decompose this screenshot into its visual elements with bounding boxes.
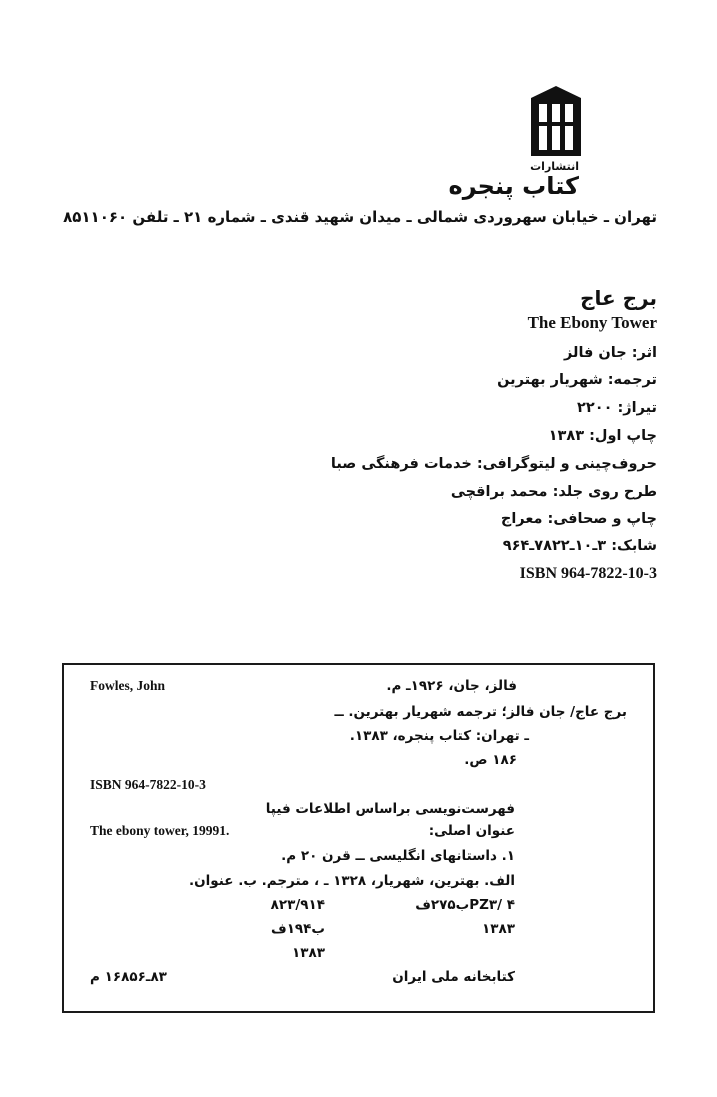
- cover-design-line: طرح روی جلد: محمد براقچی: [450, 484, 657, 500]
- card-subject: ۱. داستانهای انگلیسی ــ قرن ۲۰ م.: [281, 848, 515, 864]
- publisher-name: کتاب پنجره: [448, 172, 579, 200]
- shabak-line: شابک: ۳ـ۱۰ـ۷۸۲۲ـ۹۶۴: [502, 538, 657, 554]
- card-lc-year: ۱۳۸۳: [482, 921, 515, 937]
- card-dewey-class: ۸۲۳/۹۱۴: [270, 897, 325, 913]
- publisher-address: تهران ـ خیابان سهروردی شمالی ـ میدان شهید قندی ـ شماره ۲۱ ـ تلفن ۸۵۱۱۰۶۰: [63, 208, 657, 226]
- card-title-line-1: برج عاج/ جان فالز؛ ترجمه شهریار بهترین. ــ: [334, 704, 627, 720]
- card-isbn: ISBN 964-7822-10-3: [90, 777, 206, 792]
- printing-line: چاپ و صحافی: معراج: [500, 511, 657, 527]
- card-national-number: ۸۳ـ۱۶۸۵۶ م: [90, 969, 167, 985]
- card-fipa-note: فهرست‌نویسی براساس اطلاعات فیپا: [265, 801, 515, 817]
- card-library-name: کتابخانه ملی ایران: [392, 969, 515, 985]
- card-author-english: Fowles, John: [90, 678, 166, 693]
- card-lc-class: PZ۳/ ۴ب۲۷۵ف: [415, 897, 515, 913]
- translator-line: ترجمه: شهریار بهترین: [497, 372, 657, 388]
- print-run-line: تیراژ: ۲۲۰۰: [577, 400, 657, 416]
- book-title-english: The Ebony Tower: [527, 313, 657, 332]
- card-dewey-cutter: ب۱۹۴ف: [271, 921, 325, 937]
- card-added-entries: الف. بهترین، شهریار، ۱۳۲۸ ـ ، مترجم. ب. عنوان.: [189, 873, 515, 889]
- author-line: اثر: جان فالز: [563, 345, 657, 361]
- publisher-label: انتشارات: [530, 160, 579, 173]
- card-pages: ۱۸۶ ص.: [464, 752, 517, 768]
- catalog-card: [62, 663, 655, 1013]
- book-title-persian: برج عاج: [580, 286, 657, 310]
- typesetting-line: حروف‌چینی و لیتوگرافی: خدمات فرهنگی صبا: [330, 456, 657, 472]
- book-columns-logo-icon: [531, 86, 581, 156]
- edition-line: چاپ اول: ۱۳۸۳: [548, 428, 657, 444]
- card-original-title-label: عنوان اصلی:: [428, 823, 515, 839]
- card-title-line-2: ـ تهران: کتاب پنجره، ۱۳۸۳.: [349, 728, 529, 744]
- card-author-persian: فالز، جان، ۱۹۲۶ـ م.: [386, 678, 517, 694]
- card-original-title-english: The ebony tower, 19991.: [90, 823, 230, 838]
- card-dewey-year: ۱۳۸۳: [292, 945, 325, 961]
- isbn-line: ISBN 964-7822-10-3: [519, 565, 657, 582]
